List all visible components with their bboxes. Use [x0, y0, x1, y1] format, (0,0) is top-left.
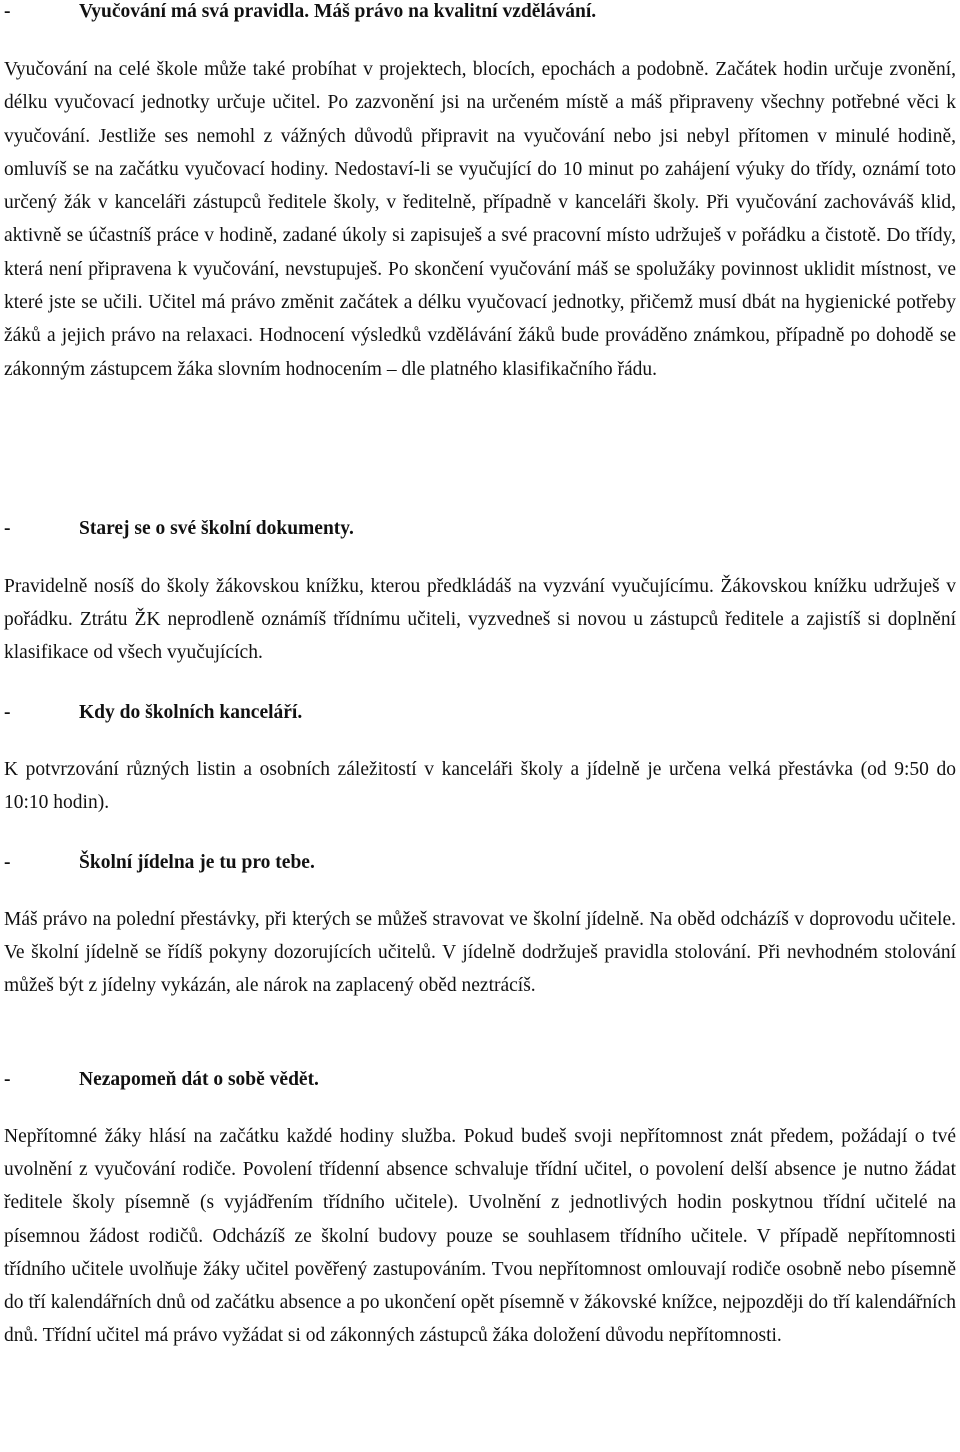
section-heading-canteen — [4, 851, 315, 875]
section-heading-offices — [4, 701, 302, 725]
paragraph-offices: K potvrzování různých listin a osobních záležitostí v kanceláři školy a jídelně je určena velká přestávka (od 9:50 do 10:10 hodin). — [4, 759, 956, 814]
heading-dash: - — [4, 518, 11, 539]
section-heading-documents — [4, 517, 354, 541]
paragraph-canteen: Máš právo na polední přestávky, při kterých se můžeš stravovat ve školní jídelně. Na oběd odcházíš v doprovodu učitele. Ve školní jídelně se řídíš pokyny dozorujících učitelů. V jídelně dodržuješ pravidla stolování. Při nevhodném stolování můžeš být z jídelny vykázán, ale nárok na zaplacený oběd neztrácíš. — [4, 909, 956, 997]
heading-title: Starej se o své školní dokumenty. — [79, 518, 354, 539]
heading-title: Školní jídelna je tu pro tebe. — [79, 852, 315, 873]
heading-dash: - — [4, 702, 11, 723]
heading-title: Nezapomeň dát o sobě vědět. — [79, 1069, 319, 1090]
heading-dash: - — [4, 1069, 11, 1090]
heading-title: Vyučování má svá pravidla. Máš právo na kvalitní vzdělávání. — [79, 1, 597, 22]
paragraph-lessons: Vyučování na celé škole může také probíhat v projektech, blocích, epochách a podobně. Začátek hodin určuje zvonění, délku vyučovací jednotky určuje učitel. Po zazvonění jsi na určeném místě a máš připraveny všechny potřebné věci k vyučování. Jestliže ses nemohl z vážných důvodů připravit na vyučování nebo jsi nebyl přítomen v minulé hodině, omluvíš se na začátku vyučovací hodiny. Nedostaví-li se vyučující do 10 minut po zahájení výuky do třídy, oznámí toto určený žák v kanceláři zástupců ředitele školy, v ředitelně, případně v kanceláři školy. Při vyučování zachováváš klid, aktivně se účastníš práce v hodině, zadané úkoly si zapisuješ a své pracovní místo udržuješ v pořádku a čistotě. Do třídy, která není připravena k vyučování, nevstupuješ. Po skončení vyučování máš se spolužáky povinnost uklidit místnost, ve které jste se učili. Učitel má právo změnit začátek a délku vyučovací jednotky, přičemž musí dbát na hygienické potřeby žáků a jejich právo na relaxaci. Hodnocení výsledků vzdělávání žáků bude prováděno známkou, případně po dohodě se zákonným zástupcem žáka slovním hodnocením – dle platného klasifikačního řádu. — [4, 59, 956, 380]
section-heading-absence — [4, 1068, 319, 1092]
section-heading-lessons — [4, 0, 596, 24]
heading-dash: - — [4, 852, 11, 873]
paragraph-documents: Pravidelně nosíš do školy žákovskou knížku, kterou předkládáš na vyzvání vyučujícímu. Žákovskou knížku udržuješ v pořádku. Ztrátu ŽK neprodleně oznámíš třídnímu učiteli, vyzvedneš si novou u zástupců ředitele a zajistíš si doplnění klasifikace od všech vyučujících. — [4, 576, 956, 664]
paragraph-absence: Nepřítomné žáky hlásí na začátku každé hodiny služba. Pokud budeš svoji nepřítomnost znát předem, požádají o tvé uvolnění z vyučování rodiče. Povolení třídenní absence schvaluje třídní učitel, o povolení delší absence je nutno žádat ředitele školy písemně (s vyjádřením třídního učitele). Uvolnění z jednotlivých hodin poskytnou třídní učitelé na písemnou žádost rodičů. Odcházíš ze školní budovy pouze se souhlasem třídního učitele. V případě nepřítomnosti třídního učitele uvolňuje žáky učitel pověřený zastupováním. Tvou nepřítomnost omlouvají rodiče osobně nebo písemně do tří kalendářních dnů od začátku absence a po ukončení opět písemně v žákovské knížce, nejpozději do tří kalendářních dnů. Třídní učitel má právo vyžádat si od zákonných zástupců žáka doložení důvodu nepřítomnosti. — [4, 1126, 956, 1347]
heading-dash: - — [4, 1, 11, 22]
heading-title: Kdy do školních kanceláří. — [79, 702, 303, 723]
